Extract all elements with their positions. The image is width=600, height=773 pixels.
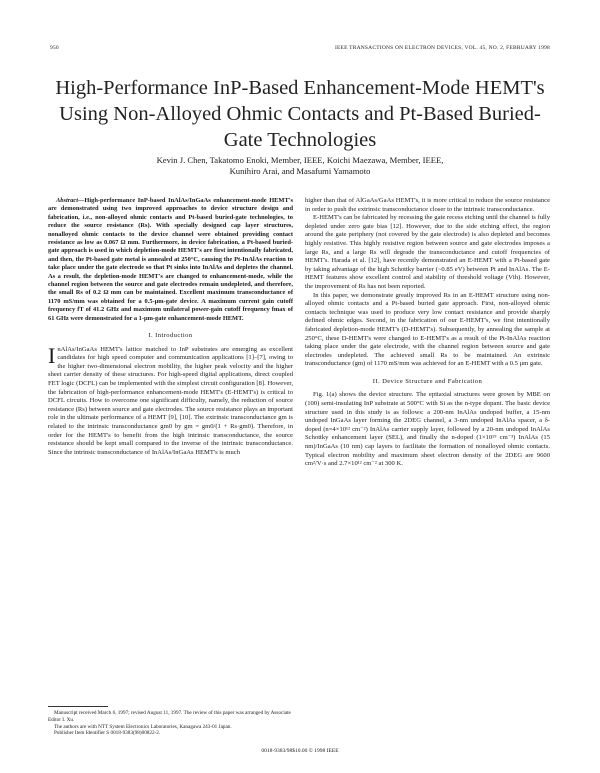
intro-text: nAlAs/InGaAs HEMT's lattice matched to InP substrates are emerging as excellent candidates for high speed computer and communication applications [1]–[7], owing to the higher two-dimensional electron mobility, the higher peak velocity and the higher sheet carrier density of these structures. For high-speed digital applications, direct coupled FET logic (DCFL) can be implemented with the simplest circuit configuration [8]. However, the fabrication of high-performance enhancement-mode HEMT's (E-HEMT's) is critical to DCFL circuits. How to overcome one significant difficulty, namely, the reduction of source resistance (Rs) between source and gate electrodes. The source resistance plays an important role in the ultimate performance of a HEMT [9], [10]. The extrinsic transconductance gm is related to the intrinsic transconductance gm0 by gm = gm0/(1 + Rs·gm0). Therefore, in order for the HEMT's to benefit from the high intrinsic transconductance, the source resistance should be kept small compared to the inverse of the intrinsic transconductance. Since the intrinsic transconductance of InAlAs/InGaAs HEMT's is much	[48, 345, 293, 456]
footnotes	[48, 706, 293, 737]
right-paragraph-this-paper: In this paper, we demonstrate greatly improved Rs in an E-HEMT structure using non-alloyed ohmic contacts and a Pt-based buried gate approach. First, non-alloyed ohmic contacts technique was used to produce very low contact resistance and provide sharply defined ohmic edges. Second, in the fabrication of our E-HEMT's, we first intentionally fabricated depletion-mode HEMT's (D-HEMT's). Subsequently, by annealing the sample at 250°C, these D-HEMT's were changed to E-HEMT's as a result of the Pt-InAlAs reaction taking place under the gate electrode, with the channel region between source and gate electrodes undepleted. The achieved small Rs to be maintained. An extrinsic transconductance (gm) of 1170 mS/mm was achieved for an E-HEMT with a 0.5 μm gate.	[305, 291, 550, 368]
right-paragraph-ehemt: E-HEMT's can be fabricated by recessing the gate recess etching until the channel is fully depleted under zero gate bias [12]. However, due to the side etching effect, the region around the gate periphery (not covered by the gate electrode) is also depleted and becomes highly resistive. This highly resistive region between source and gate electrodes imposes a large Rs, and a large Rs will degrade the transconductance and cutoff frequencies of HEMT's. Harada et al. [12], have recently demonstrated an E-HEMT with a Pt-based gate by taking advantage of the high Schottky barrier (~0.85 eV) between Pt and InAlAs. The E-HEMT features show excellent control and stability of threshold voltage (Vth). However, the improvement of Rs has not been reported.	[305, 214, 550, 290]
running-header	[50, 45, 550, 55]
authors-line-1: Kevin J. Chen, Takatomo Enoki, Member, IEEE, Koichi Maezawa, Member, IEEE,	[156, 155, 444, 165]
footnote-rule	[48, 706, 108, 707]
authors-line-2: Kunihiro Arai, and Masafumi Yamamoto	[229, 166, 371, 176]
abstract-text: High-performance InP-based InAlAs/InGaAs enhancement-mode HEMT's are demonstrated using two improved approaches to device structure design and fabrication, i.e., non-alloyed ohmic contacts and Pt-based buried-gate technologies, to reduce the source resistance (Rs). With specially designed cap layer structures, nonalloyed ohmic contacts to the device channel were obtained providing contact resistance as low as 0.067 Ω mm. Furthermore, in device fabrication, a Pt-based buried-gate approach is used in which depletion-mode HEMT's are first intentionally fabricated, and then, the Pt-based gate metal is annealed at 250°C, causing the Pt-InAlAs reaction to take place under the gate electrode so that Pt sinks into InAlAs and depletes the channel. As a result, the depletion-mode HEMT's are changed to enhancement-mode, while the channel region between the source and gate electrodes remain undepleted, and therefore, the small Rs of 0.2 Ω mm can be maintained. Excellent maximum transconductance of 1170 mS/mm was obtained for a 0.5-μm-gate device. A maximum current gain cutoff frequency fT of 41.2 GHz and maximum unilateral power-gain cutoff frequency fmax of 61 GHz were demonstrated for a 1-μm-gate enhancement-mode HEMT.	[48, 197, 293, 322]
journal-header: IEEE TRANSACTIONS ON ELECTRON DEVICES, VOL. 45, NO. 2, FEBRUARY 1998	[334, 45, 550, 51]
right-paragraph-structure: Fig. 1(a) shows the device structure. The epitaxial structures were grown by MBE on (100) semi-insulating InP substrate at 500°C with Si as the n-type dopant. The basic device structure used in this study is as follows: a 200-nm InAlAs undoped buffer, a 15-nm undoped InGaAs layer forming the 2DEG channel, a 3-nm undoped InAlAs spacer, a δ-doped (n=4×10¹² cm⁻²) InAlAs carrier supply layer, followed by a 20-nm undoped InAlAs Schottky enhancement layer (SEL), and finally the n-doped (1×10¹⁹ cm⁻³) InAlAs (15 nm)/InGaAs (10 nm) cap layers to facilitate the formation of nonalloyed ohmic contacts. Typical electron mobility and maximum sheet electron density of the 2DEG are 9600 cm²/V·s and 2.7×10¹² cm⁻² at 300 K.	[305, 391, 550, 468]
copyright-footer: 0018-9383/98$10.00 © 1998 IEEE	[261, 748, 339, 754]
right-column	[305, 197, 550, 469]
footnote-affiliation: The authors are with NTT System Electronics Laboratories, Kanagawa 243-01 Japan.	[54, 723, 232, 730]
right-paragraph-continued: higher than that of AlGaAs/GaAs HEMT's, it is more critical to reduce the source resistance in order to push the extrinsic transconductance closer to the intrinsic transconductance.	[305, 197, 550, 213]
section-heading-device-structure: II. Device Structure and Fabrication	[372, 377, 483, 385]
author-block	[60, 155, 540, 177]
paper-title: High-Performance InP-Based Enhancement-Mode HEMT's Using Non-Alloyed Ohmic Contacts and Pt-Based Buried-Gate Technologies	[55, 77, 545, 151]
footnote-pii: Publisher Item Identifier S 0018-9383(98)00822-2.	[54, 730, 161, 737]
section-heading-introduction: I. Introduction	[148, 332, 193, 340]
left-column	[48, 197, 293, 457]
abstract	[48, 197, 293, 323]
footnote-manuscript: Manuscript received March 6, 1997; revised August 11, 1997. The review of this paper was arranged by Associate Editor I. Xu.	[48, 710, 291, 723]
page-number: 950	[50, 45, 59, 51]
intro-paragraph	[48, 342, 293, 458]
abstract-lead: Abstract—	[56, 197, 85, 204]
drop-cap: I	[48, 342, 56, 368]
